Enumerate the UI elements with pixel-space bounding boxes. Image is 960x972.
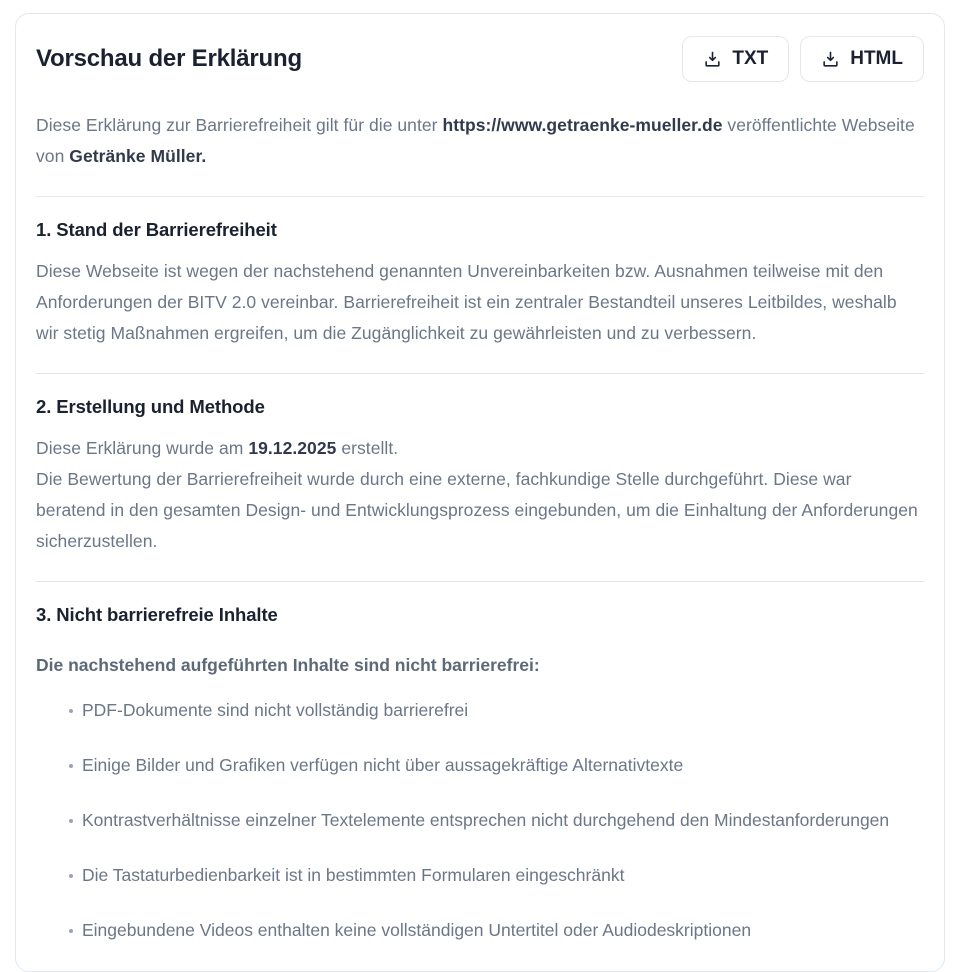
download-icon <box>821 50 840 69</box>
list-item: Einige Bilder und Grafiken verfügen nicht über aussagekräftige Alternativtexte <box>36 749 924 782</box>
section-body-1 <box>36 244 924 349</box>
intro-text-part2: veröffentlichte Webseite von <box>36 115 915 166</box>
download-icon <box>703 50 722 69</box>
assessment-text: Die Bewertung der Barrierefreiheit wurde durch eine externe, fachkundige Stelle durchgeführt. Diese war beratend in den gesamten Design- und Entwicklungsprozess eingebunden, um die Einhaltung der Anforderungen sicherzustellen. <box>36 468 918 551</box>
website-url: https://www.getraenke-mueller.de <box>442 115 723 135</box>
card-header <box>36 14 924 82</box>
creation-date: 19.12.2025 <box>248 437 337 458</box>
download-html-button[interactable] <box>800 36 924 82</box>
section-heading-2: 2. Erstellung und Methode <box>36 395 265 417</box>
download-txt-label: TXT <box>732 48 769 69</box>
section-2-paragraph <box>36 433 924 557</box>
list-item: Die Tastaturbedienbarkeit ist in bestimmten Formularen eingeschränkt <box>36 859 924 892</box>
list-item: Kontrastverhältnisse einzelner Textelemente entsprechen nicht durchgehend den Mindestanforderungen <box>36 804 924 837</box>
section-heading-1: 1. Stand der Barrierefreiheit <box>36 219 277 240</box>
declaration-body <box>36 82 924 947</box>
section-body-2 <box>36 421 924 557</box>
page-title: Vorschau der Erklärung <box>36 44 302 72</box>
section-heading-3: 3. Nicht barrierefreie Inhalte <box>36 603 278 625</box>
header-actions <box>682 36 924 82</box>
declaration-preview-card <box>15 13 945 972</box>
list-item: PDF-Dokumente sind nicht vollständig barrierefrei <box>36 694 924 727</box>
organization-name: Getränke Müller. <box>69 146 207 166</box>
creation-text-part2: erstellt. <box>336 437 399 458</box>
section-1-paragraph: Diese Webseite ist wegen der nachstehend genannten Unvereinbarkeiten bzw. Ausnahmen teilweise mit den Anforderungen der BITV 2.0 vereinbar. Barrierefreiheit ist ein zentraler Bestandteil unseres Leitbildes, weshalb wir stetig Maßnahmen ergreifen, um die Zugänglichkeit zu gewährleisten und zu verbessern. <box>36 260 897 343</box>
creation-text-part1: Diese Erklärung wurde am <box>36 437 249 458</box>
intro-text-part1: Diese Erklärung zur Barrierefreiheit gilt für die unter <box>36 115 443 135</box>
download-html-label: HTML <box>850 48 903 69</box>
section-body-3 <box>36 628 924 947</box>
non-accessible-lead: Die nachstehend aufgeführten Inhalte sind nicht barrierefrei: <box>36 655 540 676</box>
list-item: Eingebundene Videos enthalten keine vollständigen Untertitel oder Audiodeskriptionen <box>36 914 924 947</box>
intro-paragraph <box>36 96 924 172</box>
download-txt-button[interactable] <box>682 36 789 82</box>
non-accessible-items-list <box>36 681 924 947</box>
